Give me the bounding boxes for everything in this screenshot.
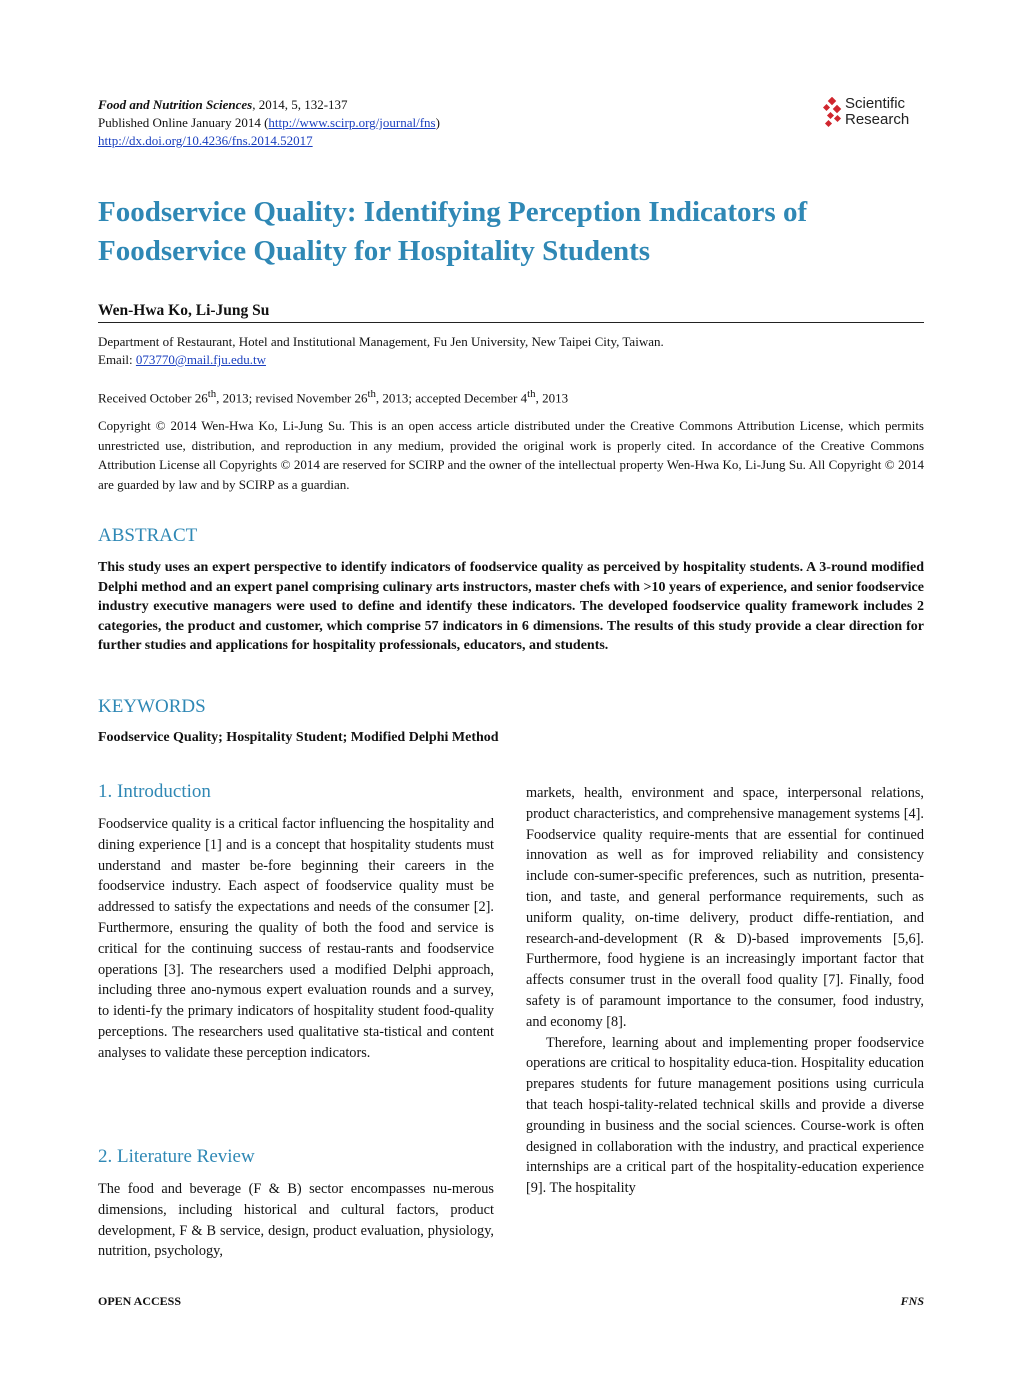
right-column-paragraph-2: Therefore, learning about and implementing proper foodservice operations are critical to hospitality educa-tion. Hospitality education prepares students for future management positions using curricula that teach hospi-tality-related technical skills and provide a diverse grounding in business and the social sciences. Course-work is often designed in collaboration with the industry, and practical experience internships are a critical part of the hospitality-education experience [9]. The hospitality (526, 1034, 924, 1197)
affiliation-block (98, 333, 924, 369)
footer-journal-abbrev: FNS (900, 1294, 924, 1308)
author-list: Wen-Hwa Ko, Li-Jung Su (98, 302, 270, 319)
accepted-year: , 2013 (535, 390, 569, 406)
journal-name: Food and Nutrition Sciences (98, 97, 253, 112)
logo-word-scientific: Scientific (845, 95, 906, 112)
accepted-date: , 2013; accepted December 4 (375, 390, 528, 406)
received-date: Received October 26 (98, 390, 208, 406)
literature-review-paragraph: The food and beverage (F & B) sector encompasses nu-merous dimensions, including historical and cultural factors, product development, F & B service, design, product evaluation, physiology, nutrition, psychology, (98, 1181, 494, 1260)
accepted-sup: th (527, 388, 536, 400)
literature-review-heading: 2. Literature Review (98, 1146, 255, 1167)
introduction-body (98, 814, 494, 1064)
revised-sup: th (367, 388, 376, 400)
email-label: Email: (98, 352, 136, 367)
doi-link[interactable]: http://dx.doi.org/10.4236/fns.2014.52017 (98, 133, 313, 148)
email-link[interactable]: 073770@mail.fju.edu.tw (135, 352, 266, 367)
journal-header (98, 96, 924, 150)
literature-review-body (98, 1179, 494, 1262)
abstract-heading: ABSTRACT (98, 525, 198, 546)
revised-date: , 2013; revised November 26 (216, 390, 368, 406)
introduction-paragraph: Foodservice quality is a critical factor influencing the hospitality and dining experience [1] and is a concept that hospitality students must understand and master be-fore beginning their careers in the foodservice industry. Each aspect of foodservice quality must be addressed to satisfy the expectations and needs of the consumer [2]. Furthermore, ensuring the quality of both the food and service is critical for the continuing success of restau-rants and foodservice operations [3]. The researchers used a modified Delphi approach, including three ano-nymous expert evaluation rounds and a survey, to identi-fy the primary indicators of hospitality student food-quality perceptions. The researchers used qualitative sta-tistical and content analyses to validate these perception indicators. (98, 816, 494, 1061)
keywords-heading: KEYWORDS (98, 696, 206, 717)
keywords-text: Foodservice Quality; Hospitality Student; Modified Delphi Method (98, 730, 499, 745)
published-prefix: Published Online January 2014 ( (98, 115, 269, 130)
logo-mark-icon (823, 97, 843, 131)
published-line (98, 111, 924, 132)
received-sup: th (207, 388, 217, 400)
right-column-body (526, 783, 924, 1199)
footer-open-access: OPEN ACCESS (98, 1294, 182, 1308)
citation-line (98, 96, 924, 114)
affiliation: Department of Restaurant, Hotel and Institutional Management, Fu Jen University, New Taipei City, Taiwan. (98, 334, 664, 349)
logo-text (845, 96, 909, 128)
doi-line (98, 132, 924, 150)
right-column-paragraph-1: markets, health, environment and space, interpersonal relations, product characteristics, and comprehensive management systems [4]. Foodservice quality require-ments that are essential for continued innovation as well as for improved reliability and consistency include con-sumer-specific preferences, such as nutrition, presenta-tion, and taste, and general performance requirements, such as uniform quality, on-time delivery, product diffe-rentiation, and research-and-development (R & D)-based improvements [5,6]. Furthermore, food hygiene is an increasingly important factor that affects consumer trust in the overall food quality [7]. Finally, food safety is of paramount importance to the consumer, food industry, and economy [8]. (526, 785, 924, 1030)
logo-word-research: Research (845, 111, 910, 128)
author-divider (98, 322, 924, 323)
scientific-research-logo (823, 96, 933, 136)
email-line (98, 351, 924, 369)
abstract-text: This study uses an expert perspective to identify indicators of foodservice quality as perceived by hospitality students. A 3-round modified Delphi method and an expert panel comprising culinary arts instructors, master chefs with >10 years of experience, and senior foodservice industry executive managers were used to define and identify these indicators. The developed foodservice quality framework includes 2 categories, the product and customer, which comprise 57 indicators in 6 dimensions. The results of this study provide a clear direction for further studies and applications for hospitality professionals, educators, and students. (98, 560, 924, 654)
citation-details: , 2014, 5, 132-137 (252, 97, 348, 112)
article-title: Foodservice Quality: Identifying Perception Indicators of Foodservice Quality for Hospitality Students (98, 196, 808, 267)
journal-url-link[interactable]: http://www.scirp.org/journal/fns (268, 115, 436, 130)
published-suffix: ) (435, 115, 440, 130)
received-dates (98, 385, 924, 407)
copyright-notice: Copyright © 2014 Wen-Hwa Ko, Li-Jung Su. This is an open access article distributed under the Creative Commons Attribution License, which permits unrestricted use, distribution, and reproduction in any medium, provided the original work is properly cited. In accordance of the Creative Commons Attribution License all Copyrights © 2014 are reserved for SCIRP and the owner of the intellectual property Wen-Hwa Ko, Li-Jung Su. All Copyright © 2014 are guarded by law and by SCIRP as a guardian. (98, 418, 924, 492)
introduction-heading: 1. Introduction (98, 781, 211, 802)
